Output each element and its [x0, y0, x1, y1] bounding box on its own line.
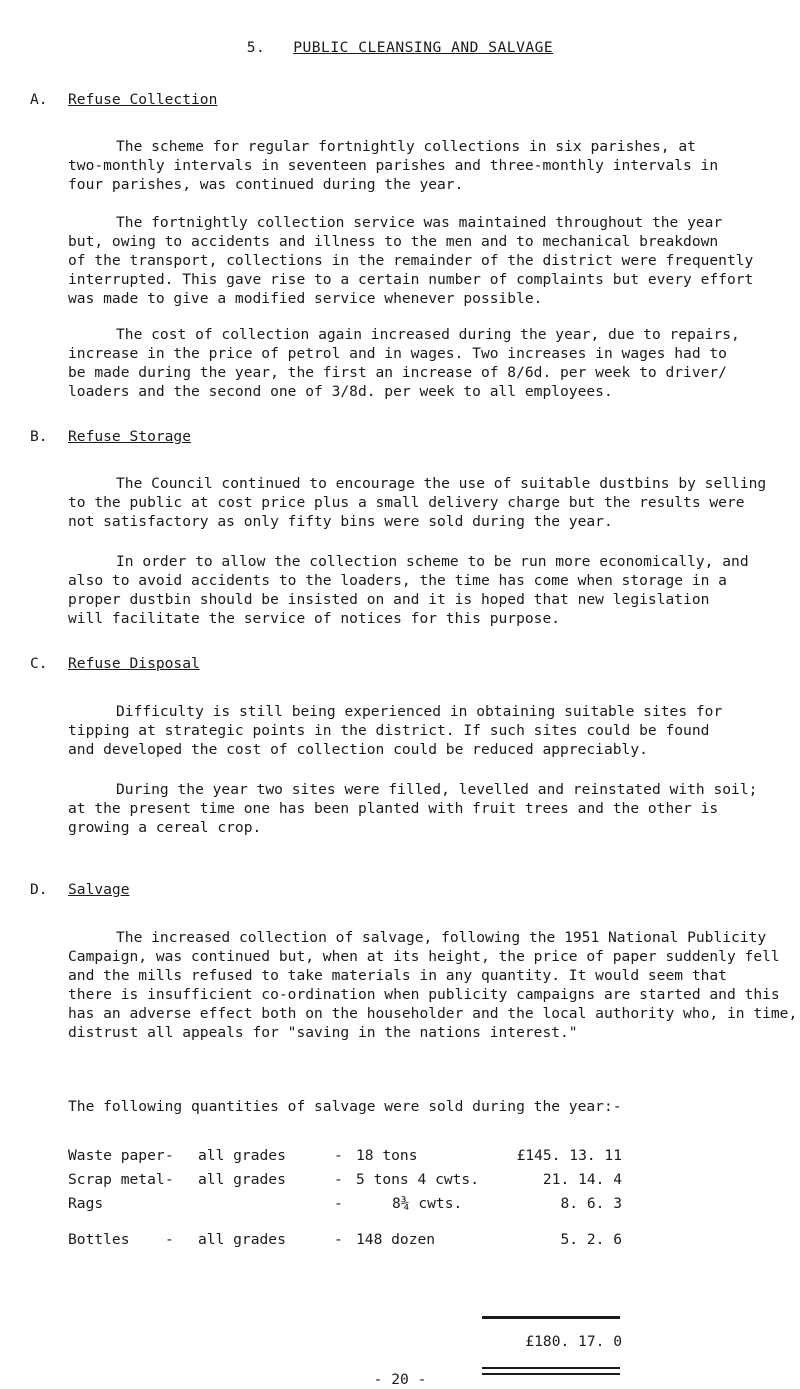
dash: -	[334, 1147, 343, 1164]
text-line: The increased collection of salvage, following the 1951 National Publicity	[116, 929, 767, 946]
text-line: Campaign, was continued but, when at its height, the price of paper suddenly fell	[68, 948, 780, 965]
text-line: loaders and the second one of 3/8d. per week to all employees.	[68, 383, 613, 400]
section-c-heading: Refuse Disposal	[68, 655, 200, 672]
salvage-item: Waste paper	[68, 1147, 165, 1164]
dash: -	[165, 1147, 174, 1164]
page-title-text: PUBLIC CLEANSING AND SALVAGE	[293, 39, 554, 56]
text-line: growing a cereal crop.	[68, 819, 262, 836]
section-c-paragraph-2	[68, 780, 768, 837]
section-a-heading: Refuse Collection	[68, 91, 218, 108]
text-line: The scheme for regular fortnightly collections in six parishes, at	[116, 138, 696, 155]
text-line: distrust all appeals for "saving in the nations interest."	[68, 1024, 578, 1041]
section-b-paragraph-1	[68, 474, 768, 531]
dash: -	[334, 1231, 343, 1248]
total-rule	[482, 1316, 620, 1319]
text-line: The following quantities of salvage were sold during the year:-	[68, 1098, 622, 1115]
page-number: - 20 -	[373, 1371, 427, 1388]
dash: -	[334, 1171, 343, 1188]
text-line: The fortnightly collection service was maintained throughout the year	[116, 214, 723, 231]
section-c-paragraph-1	[68, 702, 768, 759]
salvage-item: Bottles	[68, 1231, 130, 1248]
salvage-quantity: 148 dozen	[356, 1231, 436, 1248]
section-a-paragraph-1	[68, 137, 768, 194]
table-row	[68, 1146, 768, 1165]
text-line: was made to give a modified service whenever possible.	[68, 290, 543, 307]
text-line: there is insufficient co-ordination when publicity campaigns are started and this	[68, 986, 780, 1003]
table-row	[68, 1230, 768, 1249]
salvage-item: Scrap metal	[68, 1171, 165, 1188]
section-a-paragraph-3	[68, 325, 768, 401]
salvage-total: £180. 17. 0	[525, 1333, 622, 1350]
section-c-letter: C.	[30, 655, 48, 672]
text-line: to the public at cost price plus a small delivery charge but the results were	[68, 494, 745, 511]
page-title	[0, 38, 800, 57]
section-b-letter: B.	[30, 428, 48, 445]
total-row	[68, 1332, 768, 1351]
text-line: proper dustbin should be insisted on and it is hoped that new legislation	[68, 591, 710, 608]
text-line: but, owing to accidents and illness to the men and to mechanical breakdown	[68, 233, 719, 250]
salvage-value: 8. 6. 3	[560, 1195, 622, 1212]
text-line: increase in the price of petrol and in wages. Two increases in wages had to	[68, 345, 727, 362]
section-a-letter: A.	[30, 91, 48, 108]
table-row	[68, 1194, 768, 1213]
dash: -	[165, 1171, 174, 1188]
text-line: and the mills refused to take materials in any quantity. It would seem that	[68, 967, 727, 984]
text-line: at the present time one has been planted with fruit trees and the other is	[68, 800, 719, 817]
text-line: four parishes, was continued during the year.	[68, 176, 464, 193]
page-title-number: 5.	[246, 39, 266, 56]
text-line: also to avoid accidents to the loaders, the time has come when storage in a	[68, 572, 727, 589]
section-d-intro	[68, 1097, 768, 1116]
dash: -	[334, 1195, 343, 1212]
section-d-paragraph-1	[68, 928, 798, 1042]
salvage-value: £145. 13. 11	[516, 1147, 622, 1164]
salvage-grade: all grades	[198, 1147, 286, 1164]
salvage-grade: all grades	[198, 1171, 286, 1188]
salvage-quantity: 8¾ cwts.	[392, 1195, 463, 1212]
text-line: and developed the cost of collection could be reduced appreciably.	[68, 741, 648, 758]
section-a-paragraph-2	[68, 213, 768, 308]
text-line: interrupted. This gave rise to a certain number of complaints but every effort	[68, 271, 754, 288]
text-line: of the transport, collections in the remainder of the district were frequently	[68, 252, 754, 269]
text-line: be made during the year, the first an increase of 8/6d. per week to driver/	[68, 364, 727, 381]
text-line: tipping at strategic points in the district. If such sites could be found	[68, 722, 710, 739]
salvage-quantity: 18 tons	[356, 1147, 418, 1164]
section-d-heading: Salvage	[68, 881, 130, 898]
dash: -	[165, 1231, 174, 1248]
salvage-item: Rags	[68, 1195, 104, 1212]
salvage-value: 21. 14. 4	[542, 1171, 622, 1188]
salvage-value: 5. 2. 6	[560, 1231, 622, 1248]
salvage-grade: all grades	[198, 1231, 286, 1248]
section-b-heading: Refuse Storage	[68, 428, 192, 445]
table-row	[68, 1170, 768, 1189]
salvage-quantity: 5 tons 4 cwts.	[356, 1171, 480, 1188]
text-line: two-monthly intervals in seventeen parishes and three-monthly intervals in	[68, 157, 719, 174]
text-line: In order to allow the collection scheme to be run more economically, and	[116, 553, 749, 570]
section-d-letter: D.	[30, 881, 48, 898]
section-b-paragraph-2	[68, 552, 768, 628]
text-line: During the year two sites were filled, levelled and reinstated with soil;	[116, 781, 758, 798]
text-line: The cost of collection again increased during the year, due to repairs,	[116, 326, 740, 343]
text-line: will facilitate the service of notices for this purpose.	[68, 610, 561, 627]
text-line: not satisfactory as only fifty bins were sold during the year.	[68, 513, 613, 530]
text-line: has an adverse effect both on the householder and the local authority who, in time,	[68, 1005, 798, 1022]
text-line: The Council continued to encourage the use of suitable dustbins by selling	[116, 475, 767, 492]
text-line: Difficulty is still being experienced in obtaining suitable sites for	[116, 703, 723, 720]
